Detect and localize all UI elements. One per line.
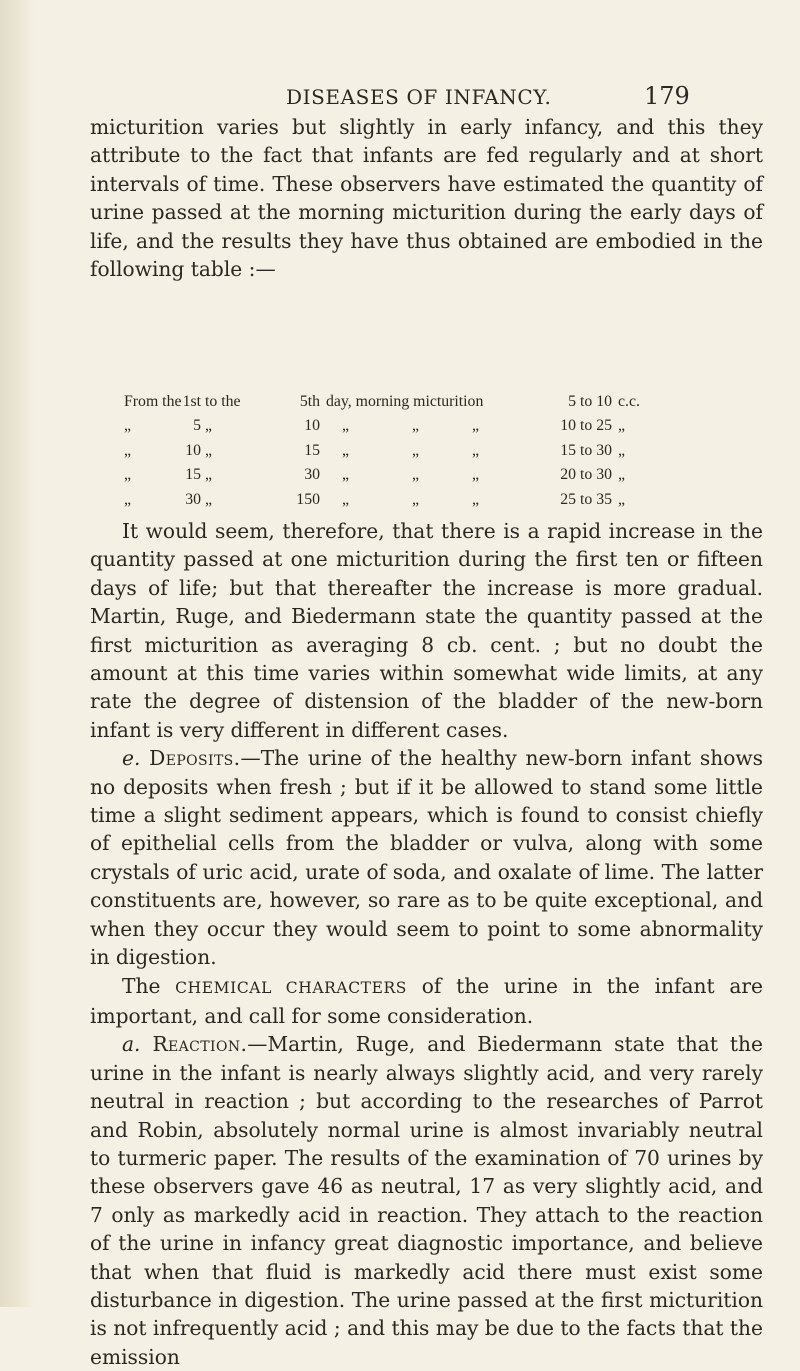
table-start-day: 10 [185, 441, 201, 459]
table-quantity: 5 to 10 [568, 393, 612, 410]
deposits-letter: e. [122, 746, 141, 771]
paragraph-deposits [90, 744, 763, 971]
table-start-day: 30 [185, 490, 201, 508]
table-ditto: „ [618, 490, 626, 508]
deposits-heading: Deposits. [149, 746, 241, 771]
table-quantity: 10 to 25 [560, 417, 612, 435]
table-ditto: „ [472, 441, 480, 459]
table-quantity: 15 to 30 [560, 441, 612, 459]
chemical-term: CHEMICAL CHARACTERS [175, 978, 408, 997]
paragraph-chemical [90, 972, 763, 1031]
table-ditto: „ [618, 417, 626, 435]
chemical-text: of the urine in the infant are important, and call for some consideration. [90, 973, 763, 1028]
reaction-text: —Martin, Ruge, and Biedermann state that the urine in the infant is nearly always slightly acid, and very rarely neutral in reaction ; but according to the researches of Parrot and Robin, absolutely normal urine is almost invariably neutral to turmeric paper. The results of the examination of 70 urines by these observers gave 46 as neutral, 17 as very slightly acid, and 7 only as markedly acid in reaction. They attach to the reaction of the urine in infancy great diagnostic importance, and believe that when that fluid is markedly acid there must exist some disturbance in digestion. The urine passed at the first micturition is not infrequently acid ; and this may be due to the facts that the emission [90, 1032, 763, 1369]
table-start-day: 5 [193, 417, 201, 435]
paragraph-increase: It would seem, therefore, that there is a rapid increase in the quantity passed at one micturition during the first ten or fifteen days of life; but that thereafter the increase is more gradual. Martin, Ruge, and Biedermann state the quantity passed at the first micturition as averaging 8 cb. cent. ; but no doubt the amount at this time varies within somewhat wide limits, at any rate the degree of distension of the bladder of the new-born infant is very different in different cases. [90, 519, 763, 742]
deposits-text: —The urine of the healthy new-born infant shows no deposits when fresh ; but if it be allowed to stand some little time a slight sediment appears, which is found to consist chiefly of epithelial cells from the bladder or vulva, along with some crystals of uric acid, urate of soda, and oxalate of lime. The latter constituents are, however, so rare as to be quite exceptional, and when they occur they would seem to point to some abnormality in digestion. [90, 746, 763, 970]
paragraph-reaction [90, 1030, 763, 1371]
micturition-table [124, 390, 664, 512]
table-ditto: „ [412, 490, 420, 508]
running-title: DISEASES OF INFANCY. [286, 85, 552, 109]
table-ditto: „ [342, 441, 350, 459]
table-ditto: „ [342, 417, 350, 435]
table-to-label: to the [205, 393, 241, 410]
table-end-day: 10 [304, 417, 320, 435]
table-end-day: 30 [304, 466, 320, 484]
body-text-main [90, 517, 763, 1371]
reaction-heading: Reaction. [152, 1032, 248, 1057]
chemical-lead: The [122, 973, 161, 998]
table-ditto: „ [342, 466, 350, 484]
page-edge-shadow [0, 0, 34, 1307]
table-ditto: „ [205, 417, 213, 435]
table-ditto: „ [618, 466, 626, 484]
table-ditto: „ [412, 466, 420, 484]
table-description: day, morning micturition [326, 393, 484, 410]
table-ditto: „ [124, 466, 132, 484]
table-ditto: „ [472, 466, 480, 484]
table-unit: c.c. [618, 393, 640, 410]
table-ditto: „ [124, 490, 132, 508]
paragraph-intro: micturition varies but slightly in early infancy, and this they attribute to the fact that infants are fed regularly and at short intervals of time. These observers have estimated the quantity of urine passed at the morning micturition during the early days of life, and the results they have thus obtained are embodied in the following table :— [90, 115, 763, 282]
table-ditto: „ [342, 490, 350, 508]
table-ditto: „ [472, 417, 480, 435]
table-quantity: 20 to 30 [560, 466, 612, 484]
table-ditto: „ [618, 441, 626, 459]
table-ditto: „ [412, 417, 420, 435]
table-ditto: „ [205, 490, 213, 508]
table-ditto: „ [124, 441, 132, 459]
table-row [124, 463, 664, 487]
table-row [124, 439, 664, 463]
table-end-day: 15 [304, 441, 320, 459]
table-quantity: 25 to 35 [560, 490, 612, 508]
table-from-label: From the [124, 393, 182, 410]
table-ditto: „ [472, 490, 480, 508]
table-ditto: „ [205, 466, 213, 484]
table-row [124, 414, 664, 438]
table-start-day: 15 [185, 466, 201, 484]
page-number: 179 [644, 82, 690, 110]
table-row [124, 390, 664, 414]
reaction-letter: a. [122, 1032, 141, 1057]
table-end-day: 150 [296, 490, 320, 508]
table-ditto: „ [205, 441, 213, 459]
table-end-day: 5th [299, 393, 320, 410]
table-ditto: „ [412, 441, 420, 459]
body-text-top [90, 113, 763, 283]
table-start-day: 1st [182, 393, 201, 410]
table-row [124, 488, 664, 512]
table-ditto: „ [124, 417, 132, 435]
